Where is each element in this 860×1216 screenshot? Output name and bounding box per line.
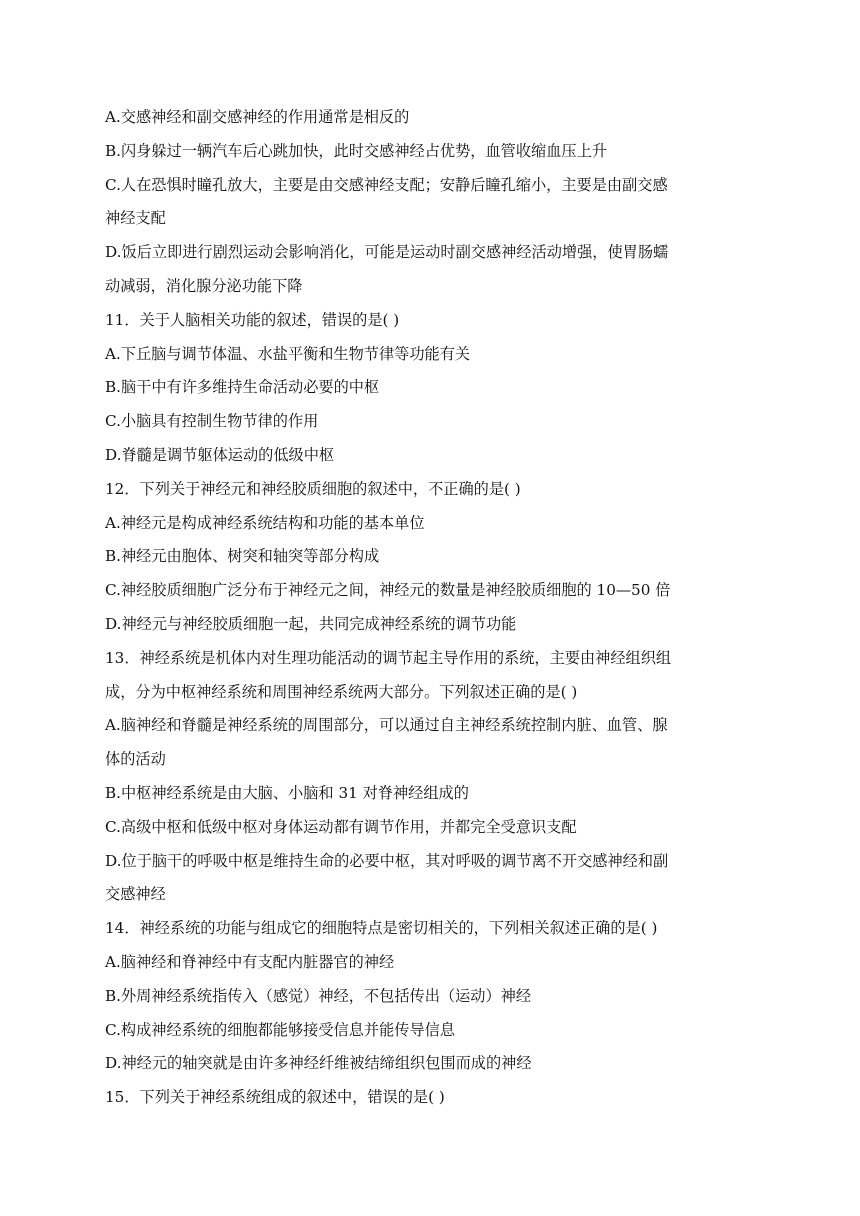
text-line: A.交感神经和副交感神经的作用通常是相反的 <box>105 108 410 126</box>
text-line: A.脑神经和脊神经中有支配内脏器官的神经 <box>105 952 395 971</box>
text-line: 交感神经 <box>105 885 166 904</box>
text-line: D.位于脑干的呼吸中枢是维持生命的必要中枢，其对呼吸的调节离不开交感神经和副 <box>105 851 669 870</box>
text-line: B.外周神经系统指传入（感觉）神经，不包括传出（运动）神经 <box>105 986 532 1005</box>
text-line: 体的活动 <box>105 750 166 769</box>
text-line: 动减弱，消化腺分泌功能下降 <box>105 276 303 295</box>
text-line: C.小脑具有控制生物节律的作用 <box>105 412 319 431</box>
text-line: B.闪身躲过一辆汽车后心跳加快，此时交感神经占优势，血管收缩血压上升 <box>105 141 607 160</box>
text-line: C.人在恐惧时瞳孔放大，主要是由交感神经支配；安静后瞳孔缩小，主要是由副交感 <box>105 175 668 194</box>
text-line: B.神经元由胞体、树突和轴突等部分构成 <box>105 547 380 566</box>
text-line: D.饭后立即进行剧烈运动会影响消化，可能是运动时副交感神经活动增强，使胃肠蠕 <box>105 243 669 262</box>
text-line: A.神经元是构成神经系统结构和功能的基本单位 <box>105 513 425 532</box>
text-line: 14．神经系统的功能与组成它的细胞特点是密切相关的，下列相关叙述正确的是( ) <box>105 919 658 938</box>
text-line: 11．关于人脑相关功能的叙述，错误的是( ) <box>105 310 400 329</box>
text-line: D.脊髓是调节躯体运动的低级中枢 <box>105 445 335 464</box>
text-line: 12．下列关于神经元和神经胶质细胞的叙述中，不正确的是( ) <box>105 479 521 498</box>
text-line: A.下丘脑与调节体温、水盐平衡和生物节律等功能有关 <box>105 344 471 363</box>
text-line: 神经支配 <box>105 209 166 228</box>
text-line: C.构成神经系统的细胞都能够接受信息并能传导信息 <box>105 1020 456 1039</box>
text-line: A.脑神经和脊髓是神经系统的周围部分，可以通过自主神经系统控制内脏、血管、腺 <box>105 716 668 735</box>
text-line: D.神经元与神经胶质细胞一起，共同完成神经系统的调节功能 <box>105 614 517 633</box>
text-line: C.神经胶质细胞广泛分布于神经元之间，神经元的数量是神经胶质细胞的 10—50 倍 <box>105 581 671 600</box>
text-line: 13．神经系统是机体内对生理功能活动的调节起主导作用的系统，主要由神经组织组 <box>105 648 672 667</box>
text-line: B.中枢神经系统是由大脑、小脑和 31 对脊神经组成的 <box>105 783 469 802</box>
text-line: C.高级中枢和低级中枢对身体运动都有调节作用，并都完全受意识支配 <box>105 817 577 836</box>
text-line: D.神经元的轴突就是由许多神经纤维被结缔组织包围而成的神经 <box>105 1054 532 1073</box>
text-line: 成，分为中枢神经系统和周围神经系统两大部分。下列叙述正确的是( ) <box>105 682 578 701</box>
text-line: 15．下列关于神经系统组成的叙述中，错误的是( ) <box>105 1088 445 1107</box>
document-body <box>105 101 755 1115</box>
text-line: B.脑干中有许多维持生命活动必要的中枢 <box>105 378 380 397</box>
